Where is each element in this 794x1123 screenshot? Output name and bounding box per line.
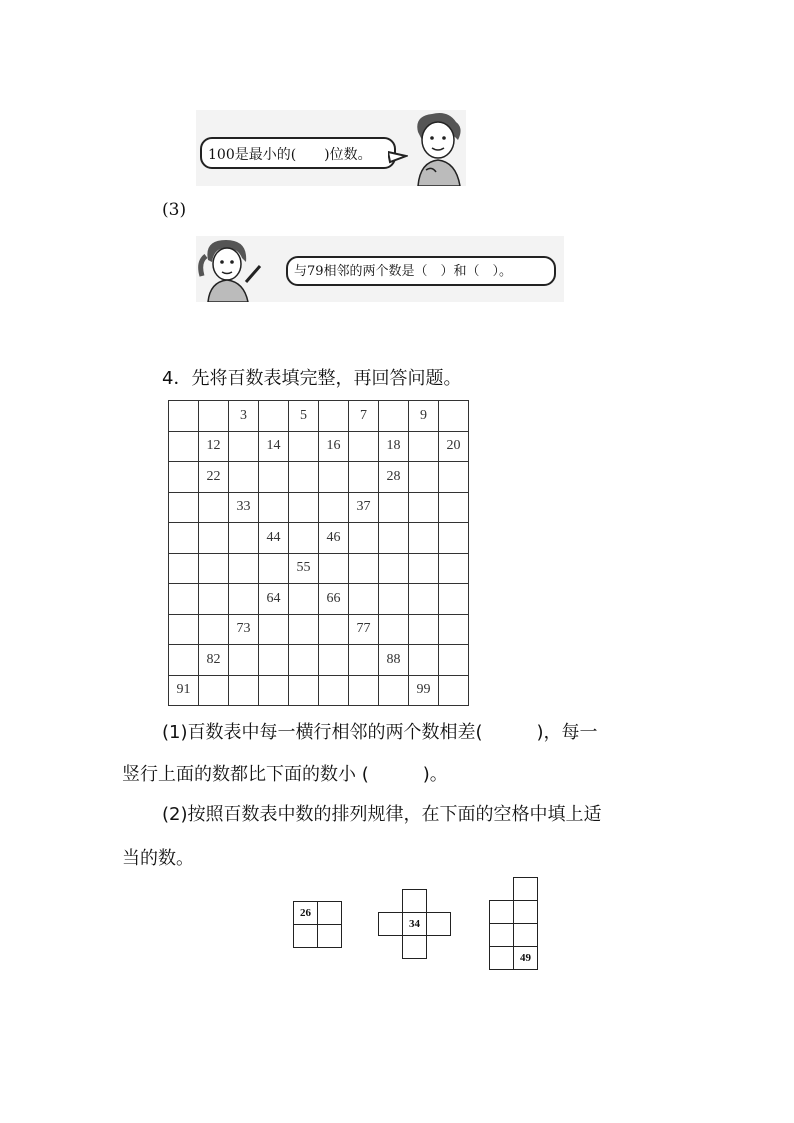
puzzle-cell-blank[interactable]: [379, 913, 403, 936]
table-cell-blank[interactable]: [319, 614, 349, 645]
table-cell-blank[interactable]: [169, 431, 199, 462]
table-cell-blank[interactable]: [439, 523, 469, 554]
table-row: [169, 553, 469, 584]
puzzle-cell-given: 34: [403, 913, 427, 936]
table-cell-blank[interactable]: [439, 401, 469, 432]
table-cell: 99: [409, 675, 439, 706]
table-cell-blank[interactable]: [169, 553, 199, 584]
girl-figure-icon: [196, 236, 266, 302]
puzzle-cell-empty: [379, 936, 403, 959]
sub-question-2-line-1: (2)按照百数表中数的排列规律，在下面的空格中填上适: [162, 804, 602, 825]
table-cell: 88: [379, 645, 409, 676]
table-cell-blank[interactable]: [439, 462, 469, 493]
table-cell: 14: [259, 431, 289, 462]
puzzle-cell-blank[interactable]: [403, 936, 427, 959]
table-row: [169, 462, 469, 493]
table-cell-blank[interactable]: [409, 614, 439, 645]
table-cell-blank[interactable]: [349, 523, 379, 554]
table-row: [169, 523, 469, 554]
table-cell-blank[interactable]: [319, 462, 349, 493]
table-cell: 22: [199, 462, 229, 493]
table-row: [169, 614, 469, 645]
table-cell-blank[interactable]: [199, 553, 229, 584]
table-cell-blank[interactable]: [289, 523, 319, 554]
table-cell: 46: [319, 523, 349, 554]
puzzle-cell-blank[interactable]: [490, 924, 514, 947]
puzzle-grid-3: [489, 877, 538, 970]
speech-bubble-text: 100是最小的( )位数。: [208, 147, 372, 163]
table-cell: 73: [229, 614, 259, 645]
table-cell-blank[interactable]: [229, 584, 259, 615]
table-cell-blank[interactable]: [379, 614, 409, 645]
table-cell-blank[interactable]: [379, 553, 409, 584]
table-cell-blank[interactable]: [379, 492, 409, 523]
table-cell-blank[interactable]: [319, 675, 349, 706]
table-cell-blank[interactable]: [289, 614, 319, 645]
puzzle-cell-blank[interactable]: [514, 901, 538, 924]
table-cell: 16: [319, 431, 349, 462]
table-cell-blank[interactable]: [169, 523, 199, 554]
table-cell-blank[interactable]: [169, 492, 199, 523]
question-4-heading: 4．先将百数表填完整，再回答问题。: [162, 368, 462, 389]
table-cell-blank[interactable]: [439, 675, 469, 706]
puzzle-cell-empty: [379, 890, 403, 913]
puzzle-grid-1: [293, 901, 342, 948]
puzzle-cell-empty: [427, 890, 451, 913]
table-cell-blank[interactable]: [409, 645, 439, 676]
table-cell-blank[interactable]: [199, 523, 229, 554]
table-cell-blank[interactable]: [319, 492, 349, 523]
puzzle-cell-empty: [490, 878, 514, 901]
table-cell: 64: [259, 584, 289, 615]
table-cell-blank[interactable]: [409, 553, 439, 584]
table-row: [169, 492, 469, 523]
table-cell-blank[interactable]: [349, 675, 379, 706]
table-cell-blank[interactable]: [259, 645, 289, 676]
table-cell-blank[interactable]: [289, 431, 319, 462]
table-cell-blank[interactable]: [349, 645, 379, 676]
table-cell-blank[interactable]: [259, 553, 289, 584]
puzzle-cell-blank[interactable]: [514, 878, 538, 901]
table-cell: 55: [289, 553, 319, 584]
table-cell-blank[interactable]: [439, 553, 469, 584]
table-cell-blank[interactable]: [169, 614, 199, 645]
puzzle-cell-given: 26: [294, 902, 318, 925]
table-cell-blank[interactable]: [259, 675, 289, 706]
table-cell-blank[interactable]: [319, 553, 349, 584]
table-cell: 3: [229, 401, 259, 432]
hundred-table: [168, 400, 469, 706]
puzzle-cell-blank[interactable]: [318, 902, 342, 925]
table-cell-blank[interactable]: [439, 584, 469, 615]
puzzle-cell-blank[interactable]: [490, 901, 514, 924]
speech-bubble-text: 与79相邻的两个数是（ ）和（ ）。: [294, 264, 513, 279]
table-cell-blank[interactable]: [319, 401, 349, 432]
table-row: [169, 401, 469, 432]
table-cell-blank[interactable]: [229, 675, 259, 706]
table-cell-blank[interactable]: [229, 431, 259, 462]
table-cell: 20: [439, 431, 469, 462]
speech-bubble-boy: [200, 137, 396, 169]
table-cell-blank[interactable]: [439, 492, 469, 523]
table-cell-blank[interactable]: [349, 431, 379, 462]
table-cell-blank[interactable]: [409, 492, 439, 523]
table-row: [169, 431, 469, 462]
table-cell-blank[interactable]: [259, 492, 289, 523]
table-cell-blank[interactable]: [349, 553, 379, 584]
table-cell-blank[interactable]: [199, 584, 229, 615]
table-cell-blank[interactable]: [409, 523, 439, 554]
table-cell-blank[interactable]: [289, 492, 319, 523]
table-cell-blank[interactable]: [289, 584, 319, 615]
table-cell-blank[interactable]: [379, 523, 409, 554]
table-cell-blank[interactable]: [259, 614, 289, 645]
table-cell-blank[interactable]: [229, 462, 259, 493]
sub-question-1-line-2: 竖行上面的数都比下面的数小 ( )。: [122, 764, 448, 785]
table-cell: 77: [349, 614, 379, 645]
puzzle-cell-blank[interactable]: [294, 925, 318, 948]
table-cell-blank[interactable]: [439, 614, 469, 645]
table-cell-blank[interactable]: [439, 645, 469, 676]
table-cell-blank[interactable]: [169, 645, 199, 676]
puzzle-grid-2: [378, 889, 451, 959]
table-cell-blank[interactable]: [169, 401, 199, 432]
table-cell-blank[interactable]: [229, 553, 259, 584]
table-cell: 33: [229, 492, 259, 523]
table-cell: 28: [379, 462, 409, 493]
table-cell-blank[interactable]: [169, 462, 199, 493]
table-cell: 44: [259, 523, 289, 554]
table-cell-blank[interactable]: [259, 401, 289, 432]
table-cell-blank[interactable]: [349, 462, 379, 493]
table-cell-blank[interactable]: [409, 462, 439, 493]
table-cell-blank[interactable]: [289, 645, 319, 676]
table-cell-blank[interactable]: [229, 645, 259, 676]
table-cell-blank[interactable]: [379, 584, 409, 615]
table-cell-blank[interactable]: [169, 584, 199, 615]
table-cell: 12: [199, 431, 229, 462]
table-cell-blank[interactable]: [409, 431, 439, 462]
table-row: [169, 645, 469, 676]
table-cell-blank[interactable]: [259, 462, 289, 493]
table-cell: 82: [199, 645, 229, 676]
table-cell-blank[interactable]: [349, 584, 379, 615]
table-cell-blank[interactable]: [319, 645, 349, 676]
sub-question-label: (3): [162, 200, 187, 220]
puzzle-cell-empty: [427, 936, 451, 959]
puzzle-cell-blank[interactable]: [427, 913, 451, 936]
table-cell: 5: [289, 401, 319, 432]
table-cell-blank[interactable]: [199, 614, 229, 645]
table-row: [169, 584, 469, 615]
table-cell: 18: [379, 431, 409, 462]
table-cell-blank[interactable]: [199, 401, 229, 432]
speech-bubble-girl: [286, 256, 556, 286]
table-cell-blank[interactable]: [409, 584, 439, 615]
table-cell: 37: [349, 492, 379, 523]
table-cell-blank[interactable]: [199, 492, 229, 523]
puzzle-cell-blank[interactable]: [318, 925, 342, 948]
table-cell: 7: [349, 401, 379, 432]
sub-question-1-line-1: (1)百数表中每一横行相邻的两个数相差( )，每一: [162, 722, 598, 743]
sub-question-2-line-2: 当的数。: [122, 848, 194, 869]
puzzle-cell-blank[interactable]: [403, 890, 427, 913]
table-cell: 9: [409, 401, 439, 432]
puzzle-cell-blank[interactable]: [514, 924, 538, 947]
table-cell: 66: [319, 584, 349, 615]
table-row: [169, 675, 469, 706]
table-cell-blank[interactable]: [229, 523, 259, 554]
table-cell-blank[interactable]: [199, 675, 229, 706]
puzzle-cell-given: 49: [514, 947, 538, 970]
table-cell-blank[interactable]: [379, 675, 409, 706]
table-cell: 91: [169, 675, 199, 706]
table-cell-blank[interactable]: [379, 401, 409, 432]
boy-figure-icon: [404, 110, 468, 186]
table-cell-blank[interactable]: [289, 675, 319, 706]
puzzle-cell-blank[interactable]: [490, 947, 514, 970]
table-cell-blank[interactable]: [289, 462, 319, 493]
